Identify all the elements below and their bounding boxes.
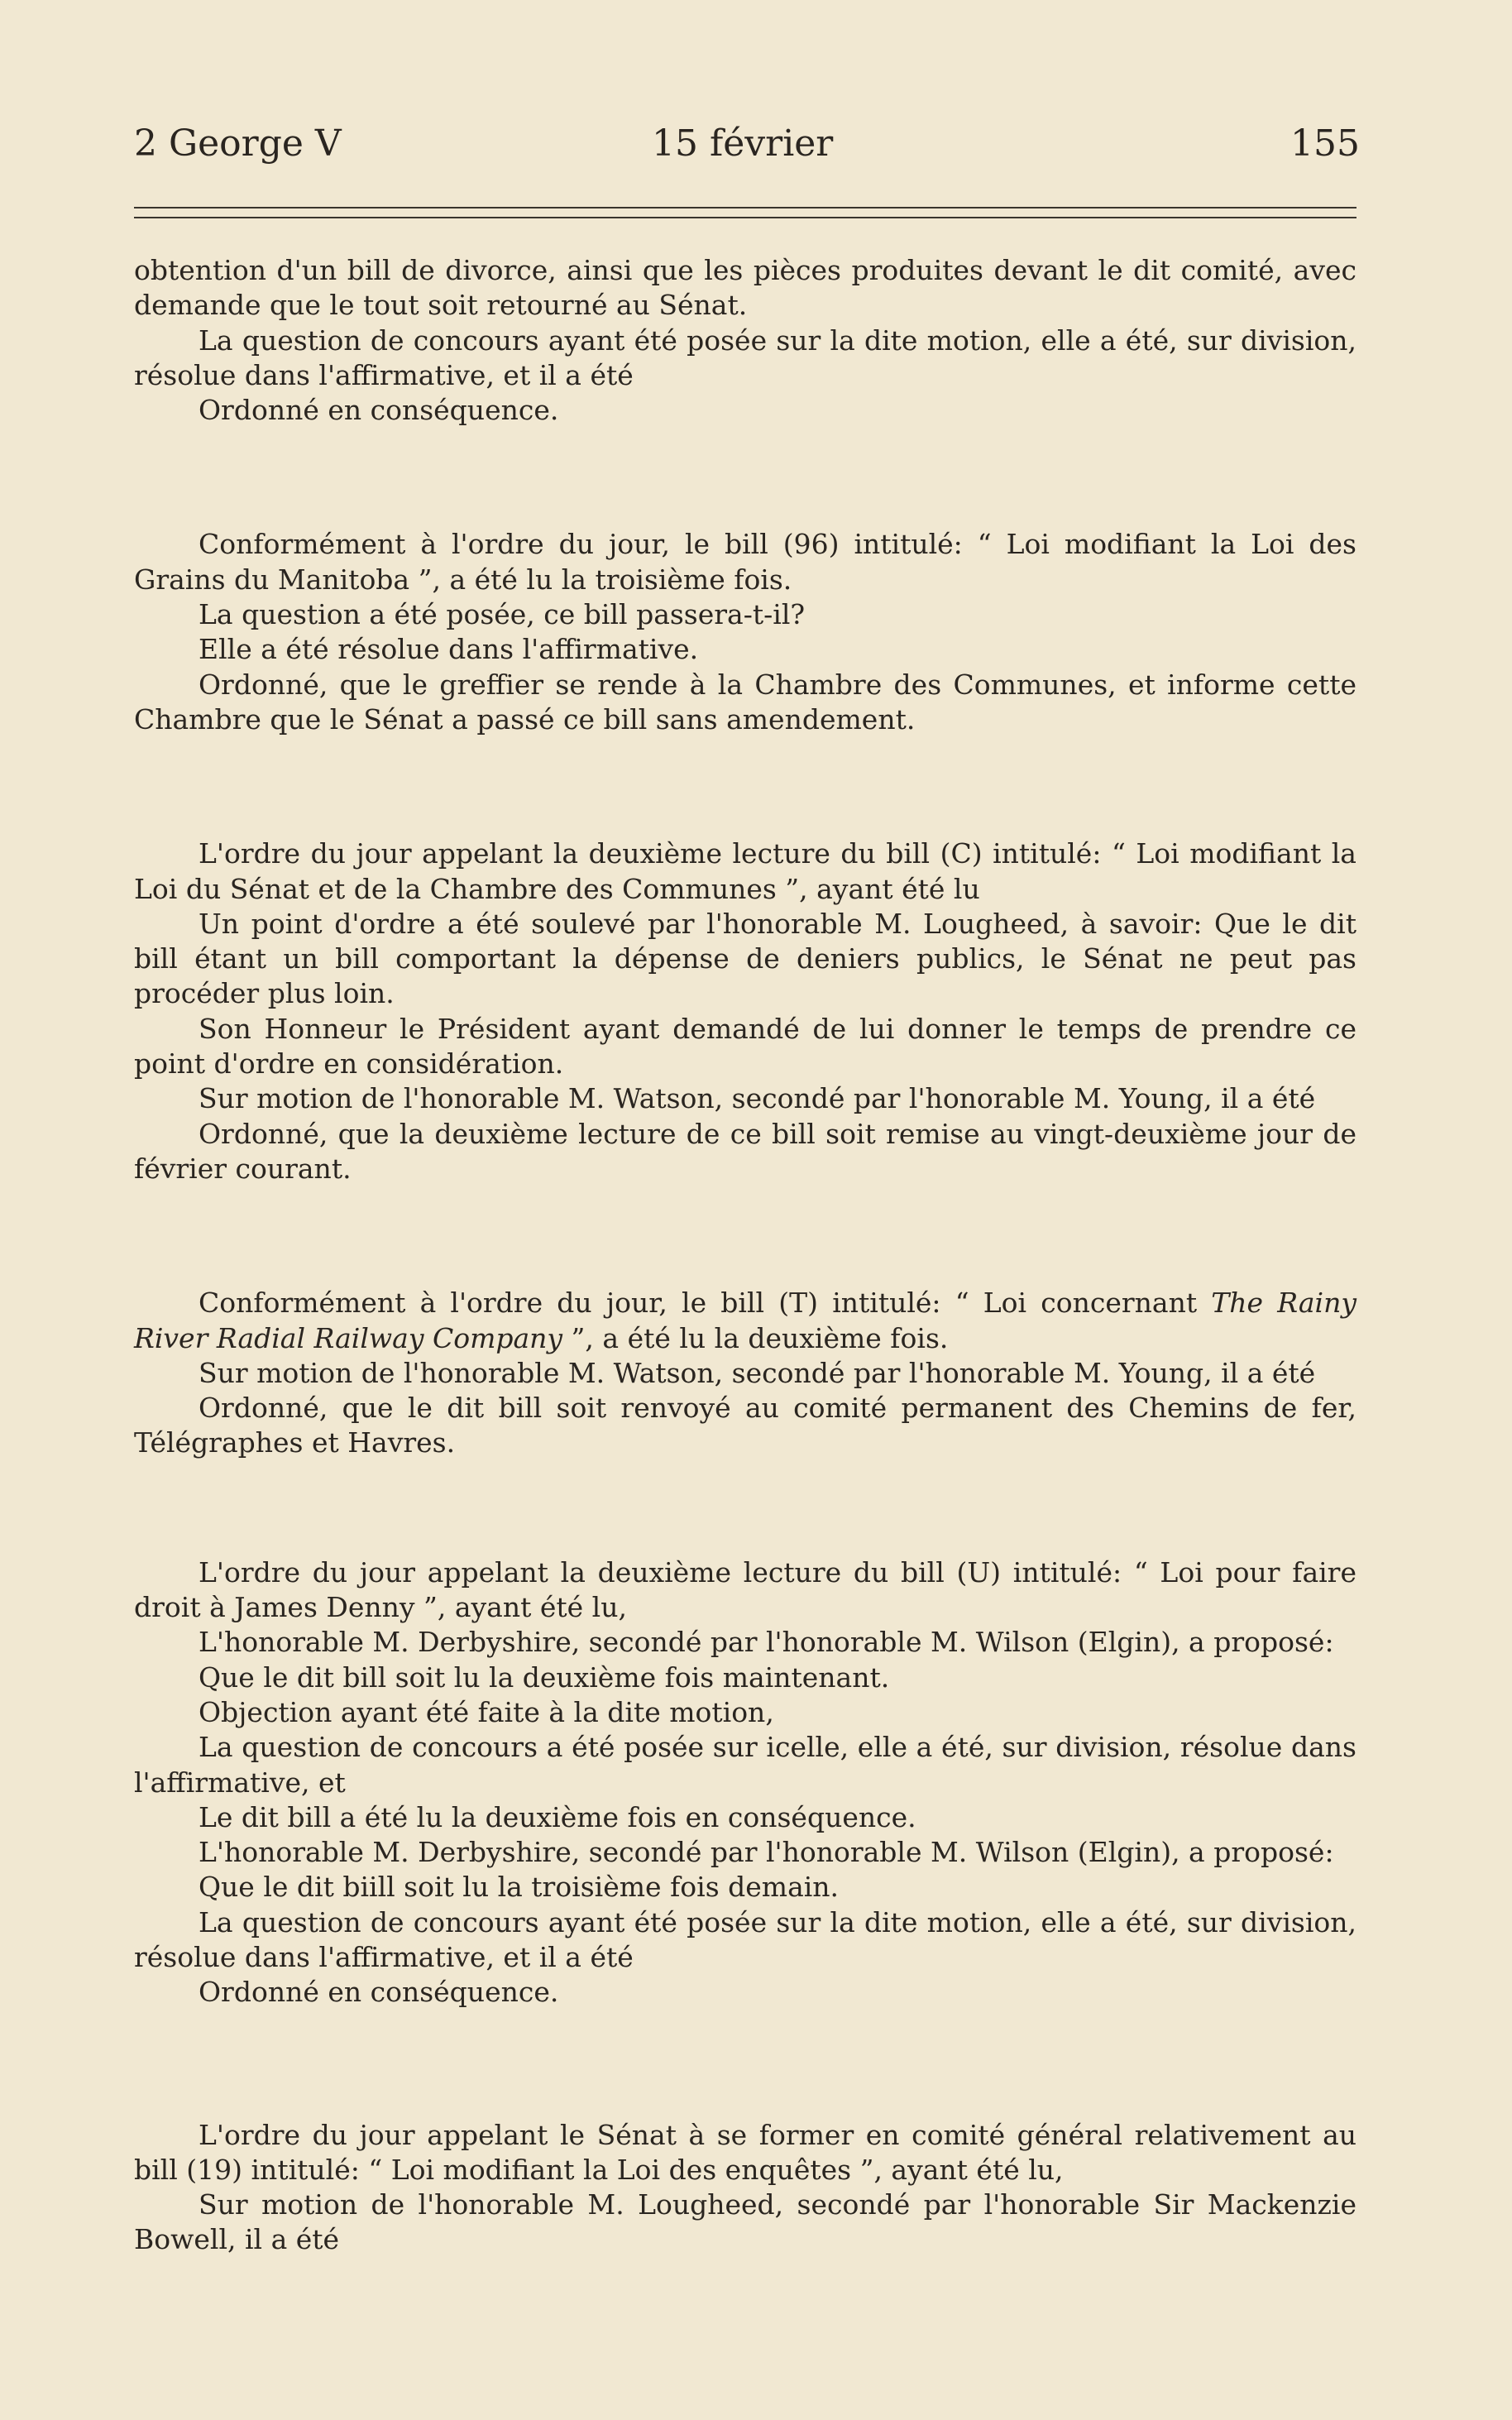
paragraph: La question de concours a été posée sur icelle, elle a été, sur division, résolue dans l'affirmative, et: [134, 1731, 1356, 1799]
paragraph: Ordonné, que la deuxième lecture de ce bill soit remise au vingt-deuxième jour de février courant.: [134, 1117, 1356, 1185]
paragraph: Sur motion de l'honorable M. Watson, secondé par l'honorable M. Young, il a été: [199, 1356, 1316, 1389]
bill-t-suffix: ”, a été lu la deuxième fois.: [562, 1321, 949, 1354]
paragraph: Sur motion de l'honorable M. Watson, secondé par l'honorable M. Young, il a été: [199, 1082, 1316, 1115]
paragraph: Ordonné, que le greffier se rende à la Chambre des Communes, et informe cette Chambre que le Sénat a passé ce bill sans amendement.: [134, 668, 1356, 736]
paragraph: Un point d'ordre a été soulevé par l'honorable M. Lougheed, à savoir: Que le dit bill étant un bill comportant la dépense de deniers publics, le Sénat ne peut pas procéder plus loin.: [134, 907, 1356, 1010]
journal-body: [134, 253, 1356, 2258]
company-name: The Rainy River Radial Railway Company: [134, 1287, 1356, 1354]
paragraph: Objection ayant été faite à la dite motion,: [199, 1695, 774, 1728]
section-gap: [134, 1461, 1356, 1555]
bill-u-section: [134, 1555, 1356, 2010]
paragraph: Sur motion de l'honorable M. Lougheed, secondé par l'honorable Sir Mackenzie Bowell, il a été: [134, 2188, 1356, 2256]
paragraph: L'ordre du jour appelant le Sénat à se former en comité général relativement au bill (19) intitulé: “ Loi modifiant la Loi des enquêtes ”, ayant été lu,: [134, 2118, 1356, 2186]
section-gap: [134, 2010, 1356, 2118]
paragraph: Son Honneur le Président ayant demandé de lui donner le temps de prendre ce point d'ordre en considération.: [134, 1012, 1356, 1081]
paragraph: Ordonné en conséquence.: [199, 1976, 559, 2009]
paragraph: Le dit bill a été lu la deuxième fois en conséquence.: [199, 1800, 916, 1833]
paragraph: Que le dit bill soit lu la deuxième fois maintenant.: [199, 1660, 890, 1694]
paragraph: L'honorable M. Derbyshire, secondé par l'honorable M. Wilson (Elgin), a proposé:: [199, 1626, 1334, 1659]
header-rule-bottom: [134, 217, 1356, 218]
paragraph: L'ordre du jour appelant la deuxième lecture du bill (C) intitulé: “ Loi modifiant la Loi du Sénat et de la Chambre des Communes ”, ayant été lu: [134, 837, 1356, 905]
paragraph: Ordonné, que le dit bill soit renvoyé au comité permanent des Chemins de fer, Télégraphes et Havres.: [134, 1392, 1356, 1459]
section-gap: [134, 428, 1356, 527]
paragraph: L'ordre du jour appelant la deuxième lecture du bill (U) intitulé: “ Loi pour faire droit à James Denny ”, ayant été lu,: [134, 1555, 1356, 1624]
paragraph: Elle a été résolue dans l'affirmative.: [199, 633, 699, 666]
bill-19-section: [134, 2118, 1356, 2258]
paragraph: Ordonné en conséquence.: [199, 394, 559, 427]
paragraph: L'honorable M. Derbyshire, secondé par l'honorable M. Wilson (Elgin), a proposé:: [199, 1836, 1334, 1869]
paragraph: La question de concours ayant été posée sur la dite motion, elle a été, sur division, résolue dans l'affirmative, et il a été: [134, 323, 1356, 391]
paragraph: Que le dit biill soit lu la troisième fois demain.: [199, 1871, 840, 1904]
bill-t-section: [134, 1286, 1356, 1460]
page-number: 155: [1290, 122, 1360, 165]
section-gap: [134, 1186, 1356, 1286]
bill-96-section: [134, 527, 1356, 737]
paragraph: [134, 1286, 1356, 1356]
paragraph: La question a été posée, ce bill passera-t-il?: [199, 598, 806, 631]
bill-t-prefix: Conformément à l'ordre du jour, le bill (T) intitulé: “ Loi concernant: [199, 1287, 1212, 1320]
running-head-date: 15 février: [652, 122, 834, 165]
section-gap: [134, 737, 1356, 836]
divorce-bill-section: [134, 253, 1356, 428]
running-head-session: 2 George V: [134, 122, 342, 165]
paragraph: Conformément à l'ordre du jour, le bill (96) intitulé: “ Loi modifiant la Loi des Grains du Manitoba ”, a été lu la troisième fois.: [134, 528, 1356, 596]
paragraph: La question de concours ayant été posée sur la dite motion, elle a été, sur division, résolue dans l'affirmative, et il a été: [134, 1905, 1356, 1973]
bill-c-section: [134, 836, 1356, 1186]
header-rule-top: [134, 207, 1356, 208]
paragraph: obtention d'un bill de divorce, ainsi que les pièces produites devant le dit comité, avec demande que le tout soit retourné au Sénat.: [134, 254, 1356, 322]
